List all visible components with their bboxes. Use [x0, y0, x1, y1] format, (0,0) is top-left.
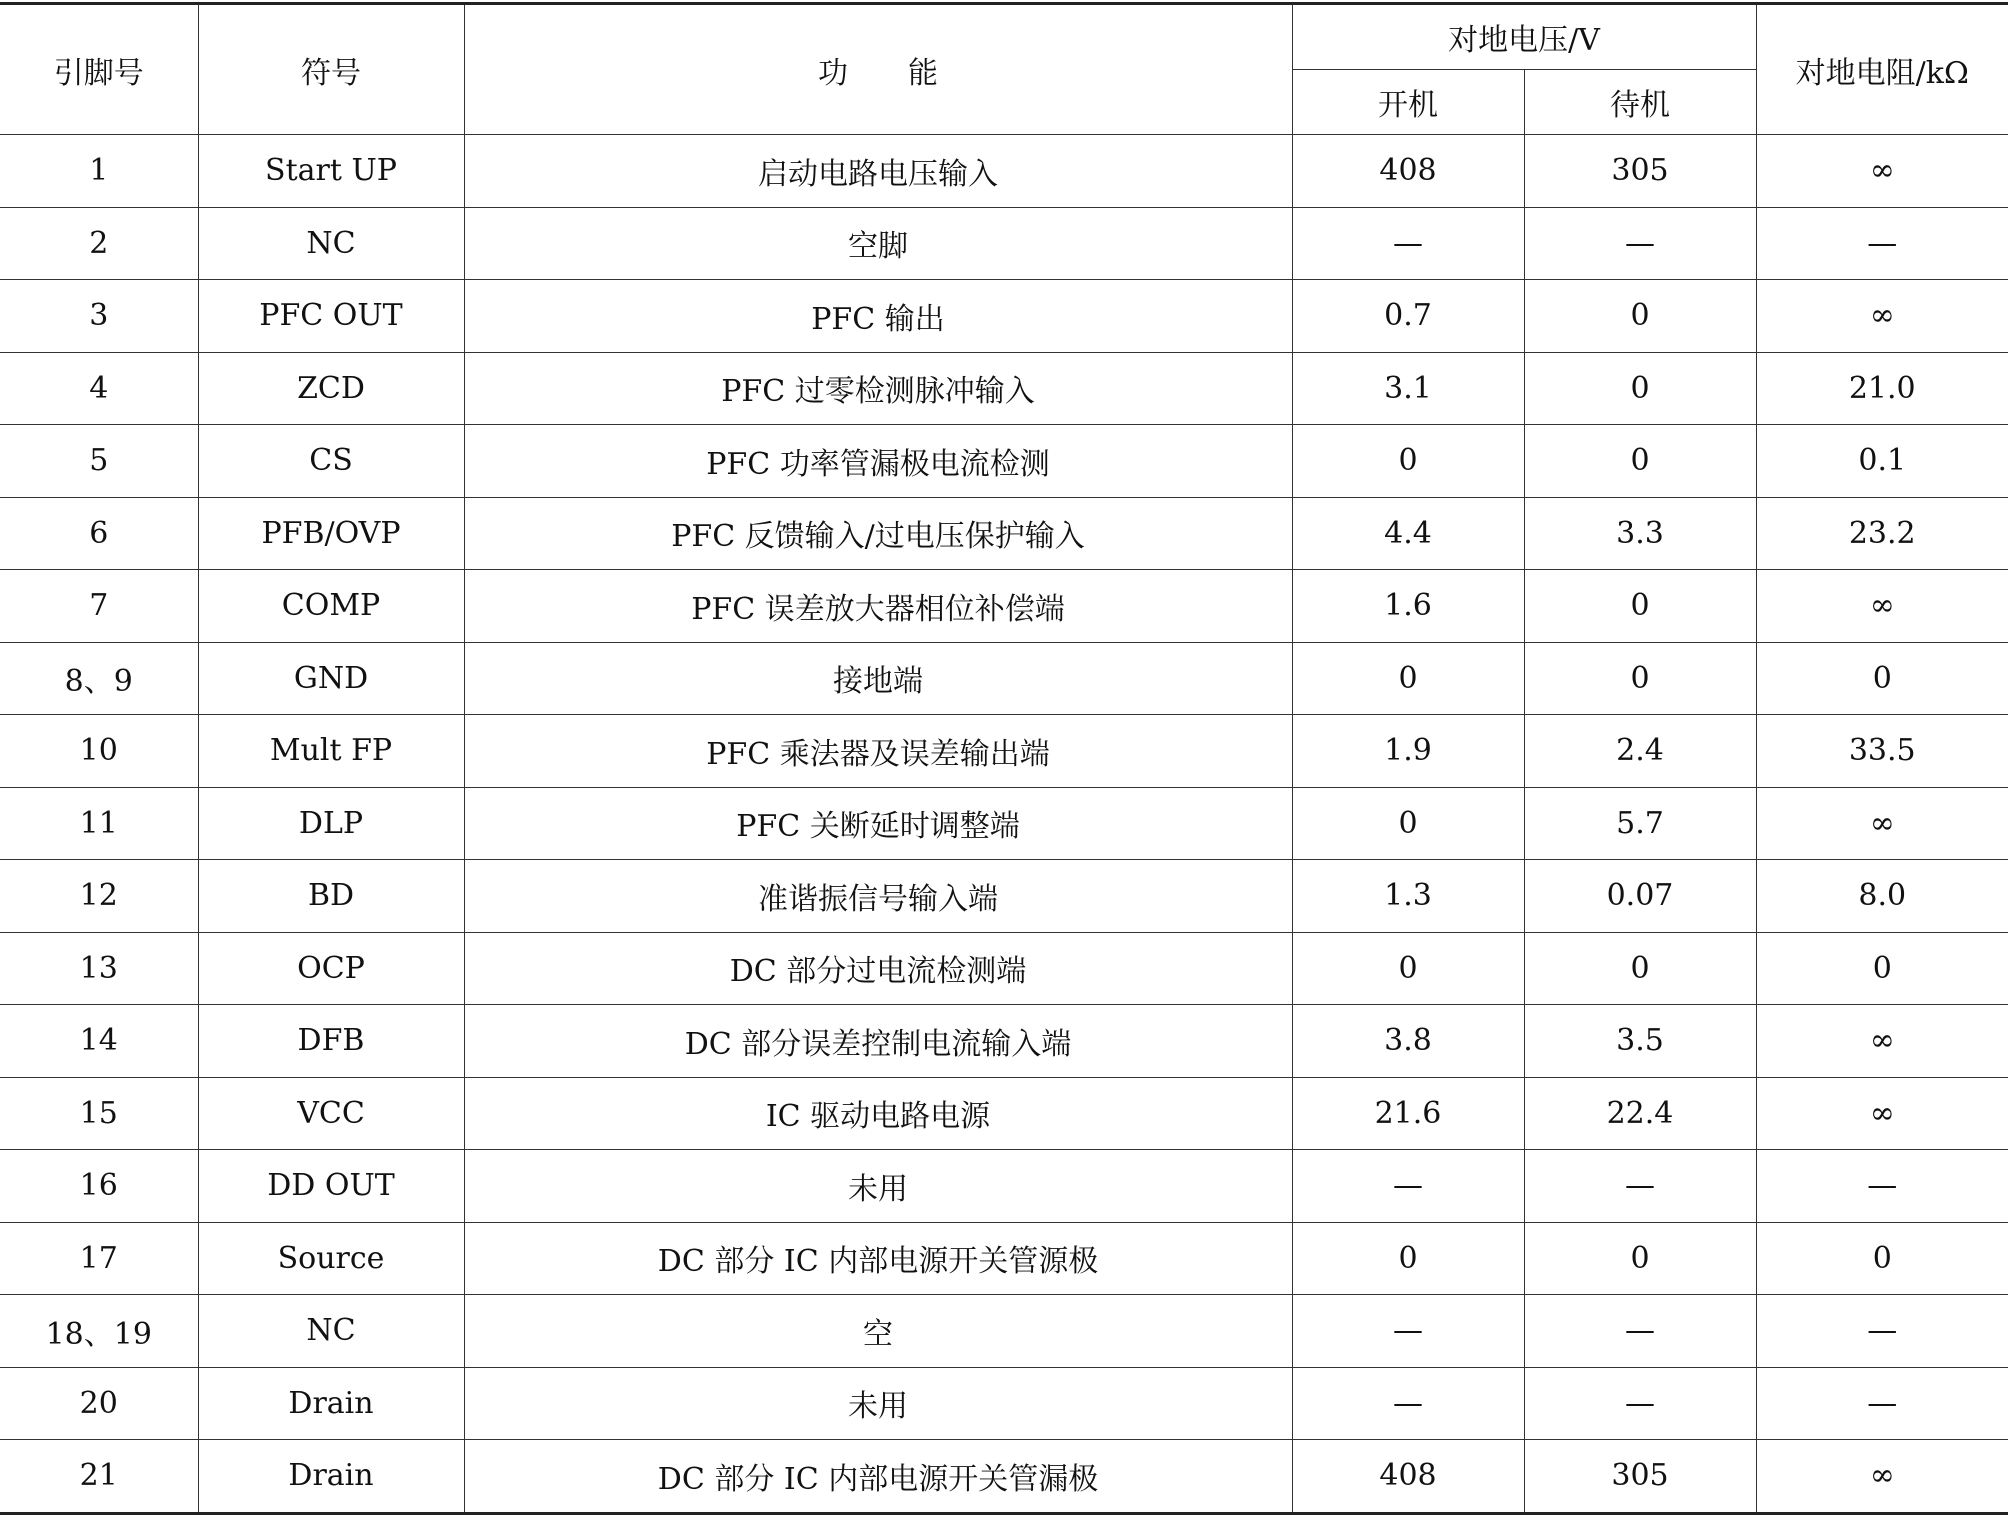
header-voltage-group: 对地电压/V [1292, 4, 1756, 70]
header-pin: 引脚号 [0, 4, 198, 135]
cell-voltage-on: 0 [1292, 932, 1524, 1005]
cell-voltage-standby: 305 [1524, 1440, 1756, 1514]
cell-function: 未用 [464, 1150, 1292, 1223]
cell-function: DC 部分误差控制电流输入端 [464, 1005, 1292, 1078]
cell-voltage-standby: 3.5 [1524, 1005, 1756, 1078]
cell-symbol: COMP [198, 570, 464, 643]
cell-function: 未用 [464, 1367, 1292, 1440]
cell-voltage-on: 0 [1292, 1222, 1524, 1295]
cell-resistance: ∞ [1756, 1077, 2008, 1150]
cell-function: PFC 误差放大器相位补偿端 [464, 570, 1292, 643]
cell-symbol: Drain [198, 1367, 464, 1440]
cell-voltage-on: 0 [1292, 787, 1524, 860]
cell-pin: 6 [0, 497, 198, 570]
cell-symbol: ZCD [198, 352, 464, 425]
cell-pin: 15 [0, 1077, 198, 1150]
header-voltage-standby: 待机 [1524, 70, 1756, 135]
cell-voltage-standby: 3.3 [1524, 497, 1756, 570]
pin-function-table [0, 2, 2008, 1515]
cell-voltage-standby: 0 [1524, 280, 1756, 353]
cell-function: 启动电路电压输入 [464, 135, 1292, 208]
cell-voltage-on: 21.6 [1292, 1077, 1524, 1150]
table-row [0, 570, 2008, 643]
table-row [0, 1440, 2008, 1514]
cell-voltage-standby: 5.7 [1524, 787, 1756, 860]
cell-voltage-on: 0 [1292, 642, 1524, 715]
cell-function: PFC 乘法器及误差输出端 [464, 715, 1292, 788]
cell-voltage-standby: — [1524, 1367, 1756, 1440]
cell-resistance: ∞ [1756, 135, 2008, 208]
header-symbol: 符号 [198, 4, 464, 135]
cell-resistance: — [1756, 1150, 2008, 1223]
table-row [0, 352, 2008, 425]
cell-function: PFC 输出 [464, 280, 1292, 353]
cell-symbol: Source [198, 1222, 464, 1295]
table-row [0, 280, 2008, 353]
cell-resistance: 8.0 [1756, 860, 2008, 933]
table-row [0, 1150, 2008, 1223]
table-row [0, 860, 2008, 933]
cell-voltage-on: — [1292, 1295, 1524, 1368]
cell-voltage-on: 408 [1292, 135, 1524, 208]
cell-symbol: DD OUT [198, 1150, 464, 1223]
cell-symbol: CS [198, 425, 464, 498]
cell-symbol: Drain [198, 1440, 464, 1514]
cell-voltage-on: — [1292, 207, 1524, 280]
cell-pin: 12 [0, 860, 198, 933]
cell-voltage-standby: 2.4 [1524, 715, 1756, 788]
header-function: 功 能 [464, 4, 1292, 135]
table-row [0, 207, 2008, 280]
cell-voltage-standby: 305 [1524, 135, 1756, 208]
cell-voltage-standby: 0 [1524, 570, 1756, 643]
cell-pin: 11 [0, 787, 198, 860]
table-header [0, 4, 2008, 135]
cell-symbol: OCP [198, 932, 464, 1005]
cell-symbol: NC [198, 1295, 464, 1368]
cell-symbol: Mult FP [198, 715, 464, 788]
cell-resistance: 23.2 [1756, 497, 2008, 570]
cell-resistance: 0 [1756, 932, 2008, 1005]
table-row [0, 1295, 2008, 1368]
cell-function: DC 部分过电流检测端 [464, 932, 1292, 1005]
table-row [0, 1005, 2008, 1078]
cell-voltage-standby: 0 [1524, 425, 1756, 498]
table-row [0, 787, 2008, 860]
table-row [0, 642, 2008, 715]
cell-resistance: — [1756, 1367, 2008, 1440]
cell-function: PFC 过零检测脉冲输入 [464, 352, 1292, 425]
cell-voltage-on: 1.6 [1292, 570, 1524, 643]
cell-function: DC 部分 IC 内部电源开关管漏极 [464, 1440, 1292, 1514]
table-row [0, 1367, 2008, 1440]
cell-pin: 3 [0, 280, 198, 353]
cell-voltage-standby: 0 [1524, 1222, 1756, 1295]
cell-voltage-on: 1.9 [1292, 715, 1524, 788]
cell-function: IC 驱动电路电源 [464, 1077, 1292, 1150]
cell-voltage-standby: 0 [1524, 352, 1756, 425]
table-row [0, 497, 2008, 570]
header-resistance: 对地电阻/kΩ [1756, 4, 2008, 135]
cell-pin: 5 [0, 425, 198, 498]
cell-function: PFC 关断延时调整端 [464, 787, 1292, 860]
cell-pin: 2 [0, 207, 198, 280]
cell-pin: 17 [0, 1222, 198, 1295]
cell-symbol: DFB [198, 1005, 464, 1078]
cell-resistance: 21.0 [1756, 352, 2008, 425]
table-body [0, 135, 2008, 1514]
cell-resistance: — [1756, 207, 2008, 280]
cell-resistance: ∞ [1756, 570, 2008, 643]
cell-function: 接地端 [464, 642, 1292, 715]
cell-voltage-standby: 0 [1524, 932, 1756, 1005]
cell-pin: 18、19 [0, 1295, 198, 1368]
cell-symbol: DLP [198, 787, 464, 860]
cell-resistance: — [1756, 1295, 2008, 1368]
cell-symbol: GND [198, 642, 464, 715]
header-voltage-on: 开机 [1292, 70, 1524, 135]
cell-symbol: PFB/OVP [198, 497, 464, 570]
cell-resistance: 0 [1756, 642, 2008, 715]
cell-voltage-standby: — [1524, 207, 1756, 280]
cell-voltage-on: 0 [1292, 425, 1524, 498]
cell-voltage-on: 1.3 [1292, 860, 1524, 933]
cell-pin: 10 [0, 715, 198, 788]
cell-resistance: 0.1 [1756, 425, 2008, 498]
table-row [0, 1222, 2008, 1295]
cell-symbol: VCC [198, 1077, 464, 1150]
cell-resistance: 33.5 [1756, 715, 2008, 788]
cell-function: 空 [464, 1295, 1292, 1368]
cell-pin: 7 [0, 570, 198, 643]
table-row [0, 135, 2008, 208]
cell-function: PFC 功率管漏极电流检测 [464, 425, 1292, 498]
cell-pin: 14 [0, 1005, 198, 1078]
cell-function: DC 部分 IC 内部电源开关管源极 [464, 1222, 1292, 1295]
table-row [0, 1077, 2008, 1150]
cell-voltage-on: 3.8 [1292, 1005, 1524, 1078]
cell-pin: 8、9 [0, 642, 198, 715]
cell-voltage-standby: — [1524, 1150, 1756, 1223]
cell-symbol: NC [198, 207, 464, 280]
cell-voltage-on: 3.1 [1292, 352, 1524, 425]
cell-voltage-standby: 0 [1524, 642, 1756, 715]
cell-symbol: BD [198, 860, 464, 933]
cell-resistance: ∞ [1756, 1440, 2008, 1514]
cell-function: 空脚 [464, 207, 1292, 280]
cell-pin: 20 [0, 1367, 198, 1440]
cell-pin: 13 [0, 932, 198, 1005]
cell-resistance: ∞ [1756, 1005, 2008, 1078]
cell-resistance: 0 [1756, 1222, 2008, 1295]
cell-pin: 1 [0, 135, 198, 208]
cell-function: PFC 反馈输入/过电压保护输入 [464, 497, 1292, 570]
cell-pin: 16 [0, 1150, 198, 1223]
table-row [0, 932, 2008, 1005]
cell-voltage-on: 408 [1292, 1440, 1524, 1514]
cell-pin: 4 [0, 352, 198, 425]
cell-voltage-standby: 0.07 [1524, 860, 1756, 933]
cell-voltage-standby: 22.4 [1524, 1077, 1756, 1150]
cell-pin: 21 [0, 1440, 198, 1514]
cell-symbol: Start UP [198, 135, 464, 208]
cell-resistance: ∞ [1756, 787, 2008, 860]
cell-voltage-on: 4.4 [1292, 497, 1524, 570]
cell-resistance: ∞ [1756, 280, 2008, 353]
cell-voltage-on: 0.7 [1292, 280, 1524, 353]
table-row [0, 425, 2008, 498]
cell-symbol: PFC OUT [198, 280, 464, 353]
cell-voltage-on: — [1292, 1367, 1524, 1440]
cell-voltage-standby: — [1524, 1295, 1756, 1368]
cell-function: 准谐振信号输入端 [464, 860, 1292, 933]
table-row [0, 715, 2008, 788]
cell-voltage-on: — [1292, 1150, 1524, 1223]
